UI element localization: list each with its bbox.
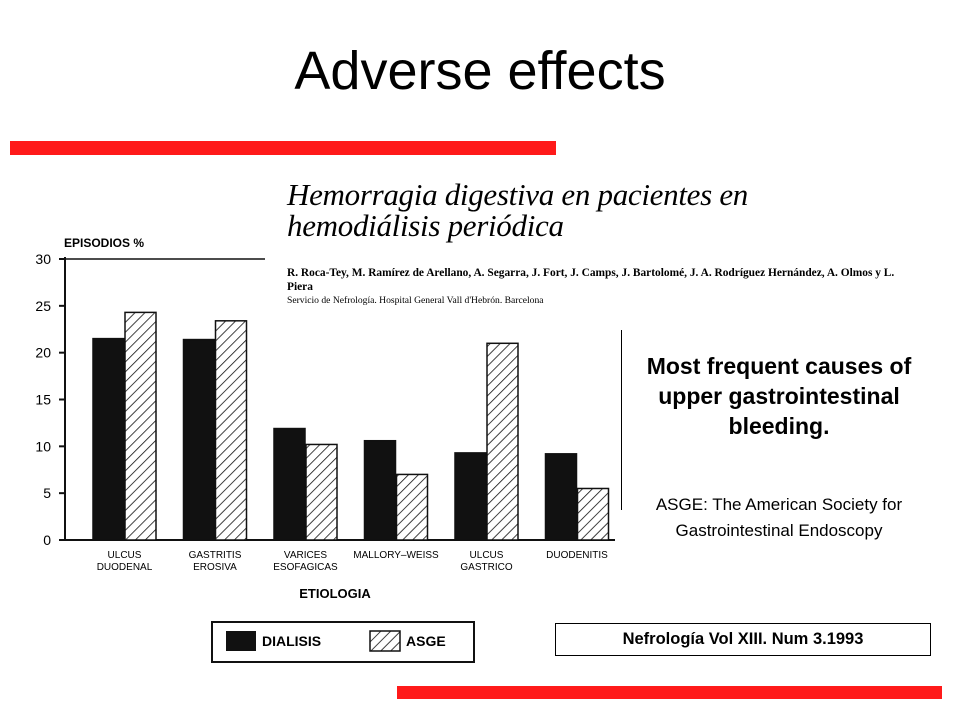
bar-dialisis — [455, 453, 486, 540]
x-tick-label-line: DUODENITIS — [546, 550, 608, 561]
bar-asge — [397, 474, 428, 540]
x-tick-label-line: MALLORY–WEISS — [353, 550, 439, 561]
x-tick-labels — [97, 550, 608, 573]
article-title-line-2: hemodiálisis periódica — [287, 208, 564, 243]
x-tick-label-line: VARICES — [283, 550, 328, 561]
x-tick-label — [189, 550, 242, 573]
bar-asge — [487, 343, 518, 540]
bar-dialisis — [93, 339, 124, 540]
legend-label-dialisis: DIALISIS — [262, 633, 322, 649]
citation-box — [555, 623, 931, 656]
bar-asge — [578, 488, 609, 540]
y-tick-label: 0 — [43, 532, 51, 548]
x-axis-label: ETIOLOGIA — [299, 586, 371, 601]
x-tick-label-line: ULCUS — [469, 550, 504, 561]
slide-title: Adverse effects — [294, 41, 666, 101]
y-tick-label: 15 — [35, 391, 51, 408]
article-affiliation: Servicio de Nefrología. Hospital General Vall d'Hebrón. Barcelona — [287, 295, 544, 306]
bar-asge — [216, 321, 247, 540]
bars — [93, 312, 609, 540]
article-title — [287, 179, 887, 241]
citation-text: Nefrología Vol XIII. Num 3.1993 — [622, 630, 864, 648]
y-tick-label: 25 — [35, 297, 51, 314]
article-title-line-1: Hemorragia digestiva en pacientes en — [287, 177, 748, 212]
x-tick-label — [353, 550, 439, 561]
bar-dialisis — [546, 454, 577, 540]
bar-dialisis — [274, 429, 305, 540]
x-tick-label — [273, 550, 338, 573]
x-tick-label-line: GASTRITIS — [188, 550, 242, 561]
legend — [212, 622, 474, 662]
x-tick-label-line: EROSIVA — [193, 562, 237, 573]
x-tick-label — [546, 550, 608, 561]
x-tick-label — [460, 550, 512, 573]
legend-swatch-asge — [370, 631, 400, 651]
x-tick-label-line: DUODENAL — [96, 562, 153, 573]
legend-label-asge: ASGE — [406, 633, 446, 649]
side-heading: Most frequent causes of upper gastrointestinal bleeding. — [646, 353, 912, 439]
y-tick-label: 20 — [35, 344, 51, 361]
legend-swatch-dialisis — [226, 631, 256, 651]
y-tick-label: 30 — [35, 251, 51, 267]
divider-line — [621, 330, 622, 510]
x-tick-label — [97, 550, 153, 573]
article-authors: R. Roca-Tey, M. Ramírez de Arellano, A. Segarra, J. Fort, J. Camps, J. Bartolomé, J. A. Rodríguez Hernández, A. Olmos y L. Piera — [287, 267, 895, 293]
bar-dialisis — [184, 340, 215, 540]
x-tick-label-line: ULCUS — [107, 550, 142, 561]
bar-asge — [125, 312, 156, 540]
x-tick-label-line: GASTRICO — [460, 562, 513, 573]
bar-asge — [306, 444, 337, 540]
side-note: ASGE: The American Society for Gastrointestinal Endoscopy — [655, 495, 903, 540]
article-header — [270, 165, 910, 325]
y-tick-label: 5 — [43, 485, 51, 502]
x-tick-label-line: ESOFAGICAS — [273, 562, 338, 573]
bar-dialisis — [365, 441, 396, 540]
y-tick-label: 10 — [35, 438, 51, 455]
accent-bar-top — [10, 141, 556, 155]
accent-bar-bottom — [397, 686, 942, 699]
y-axis-label: EPISODIOS % — [64, 236, 145, 250]
